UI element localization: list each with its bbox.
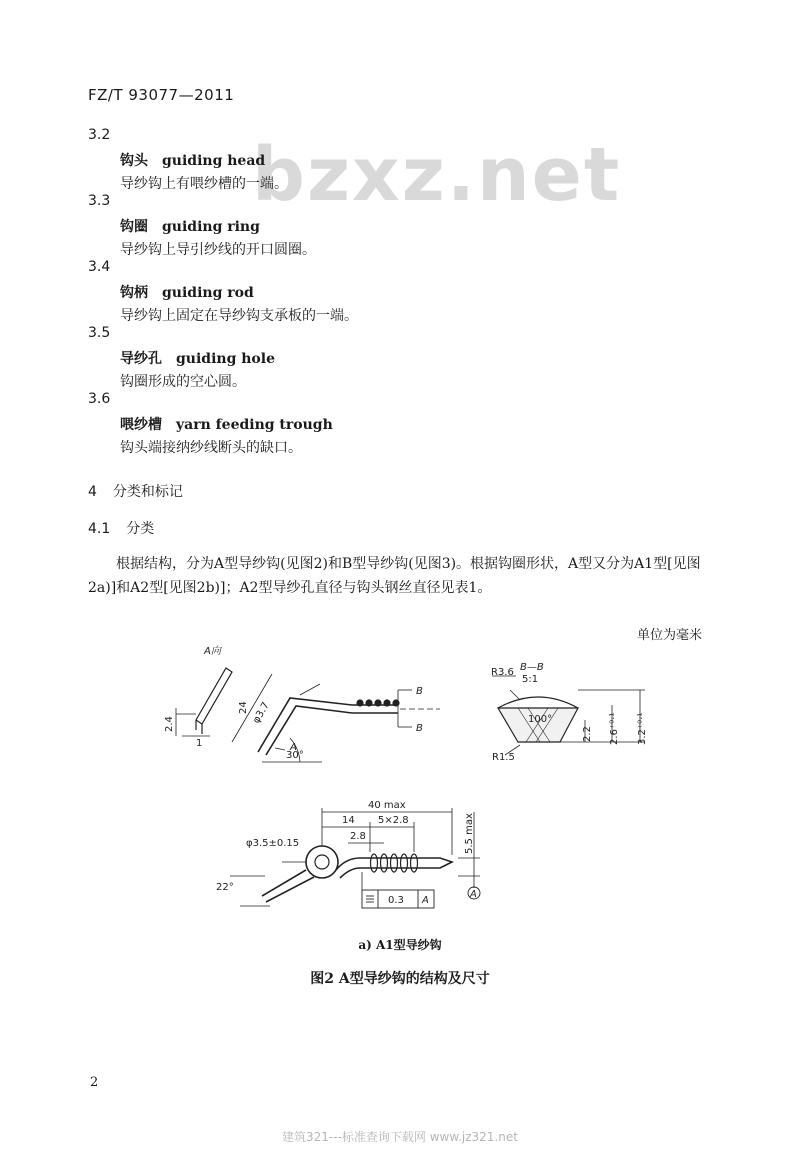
figure-caption: 图2 A型导纱钩的结构及尺寸 [310,971,490,987]
term-title [120,150,265,170]
a-view-sketch [176,668,232,736]
term-en: guiding hole [176,351,275,367]
term-en: guiding head [162,153,266,169]
section-number: 4 [88,484,97,500]
term-number: 3.5 [88,325,111,341]
subsection-heading [88,518,154,538]
term-en: guiding ring [162,219,260,235]
term-definition: 导纱钩上导引纱线的开口圆圈。 [120,242,316,258]
section-heading [88,481,183,501]
figure-a1-drawing [0,630,800,930]
term-definition: 钩头端接纳纱线断头的缺口。 [120,440,302,456]
label-dim-2-2: 2.2 [582,726,593,742]
label-dim-phi35: φ3.5±0.15 [246,838,300,849]
term-title [120,414,333,434]
label-a-view: A向 [204,646,221,657]
term-zh: 钩圈 [120,219,148,235]
footer-watermark: 建筑321---标准查询下载网 www.jz321.net [282,1130,518,1144]
label-angle-22: 22° [216,882,234,893]
label-dim-40-max: 40 max [368,800,406,811]
body-paragraph: 根据结构，分为A型导纱钩(见图2)和B型导纱钩(见图3)。根据钩圈形状，A型又分为A1型[见图2a)]和A2型[见图2b)]；A2型导纱孔直径与钩头钢丝直径见表1。 [88,556,701,596]
term-definition: 钩圈形成的空心圆。 [120,374,246,390]
label-section-b-bottom: B [416,723,423,734]
label-dim-2-4: 2.4 [164,716,175,732]
term-number: 3.3 [88,193,111,209]
label-dim-24: 24 [238,701,249,714]
term-zh: 钩柄 [120,285,148,301]
top-view [230,808,480,908]
page-number: 2 [90,1075,99,1090]
term-title [120,348,275,368]
term-title [120,282,254,302]
unit-note: 单位为毫米 [636,628,702,643]
label-section-title: B—B [520,662,544,673]
term-zh: 喂纱槽 [120,417,162,433]
label-section-scale: 5:1 [522,674,539,685]
label-dim-2-6: 2.6⁺⁰·¹ [609,712,620,745]
label-arrow-a: A [290,742,297,753]
subsection-number: 4.1 [88,521,111,537]
label-section-b-top: B [416,686,423,697]
term-number: 3.6 [88,391,111,407]
label-dim-5-5-max: 5.5 max [464,813,475,854]
watermark: bzxz.net [252,132,622,218]
label-tolerance-datum: A [422,895,429,906]
figure-subcaption: a) A1型导纱钩 [358,938,442,952]
term-number: 3.2 [88,127,111,143]
label-datum-a: A [470,889,477,900]
label-dim-3-2: 3.2⁺⁰·¹ [637,712,648,745]
label-dim-14: 14 [342,815,355,826]
term-zh: 导纱孔 [120,351,162,367]
document-code: FZ/T 93077—2011 [88,86,235,104]
label-r15: R1.5 [492,752,515,763]
term-number: 3.4 [88,259,111,275]
label-dim-phi37: φ3.7 [251,700,272,726]
label-angle-100: 100° [528,714,553,725]
label-dim-1: 1 [196,738,203,749]
label-dim-30: 30° [286,750,304,761]
term-definition: 导纱钩上固定在导纱钩支承板的一端。 [120,308,358,324]
label-r36: R3.6 [491,667,514,678]
term-en: yarn feeding trough [176,417,333,433]
label-dim-2-8: 2.8 [350,831,366,842]
label-tolerance-value: 0.3 [388,895,404,906]
label-dim-5x28: 5×2.8 [378,815,409,826]
term-en: guiding rod [162,285,254,301]
subsection-title: 分类 [126,521,155,537]
section-title: 分类和标记 [112,484,183,500]
term-title [120,216,260,236]
section-b-b [492,676,645,755]
term-zh: 钩头 [120,153,148,169]
term-definition: 导纱钩上有喂纱槽的一端。 [120,176,288,192]
